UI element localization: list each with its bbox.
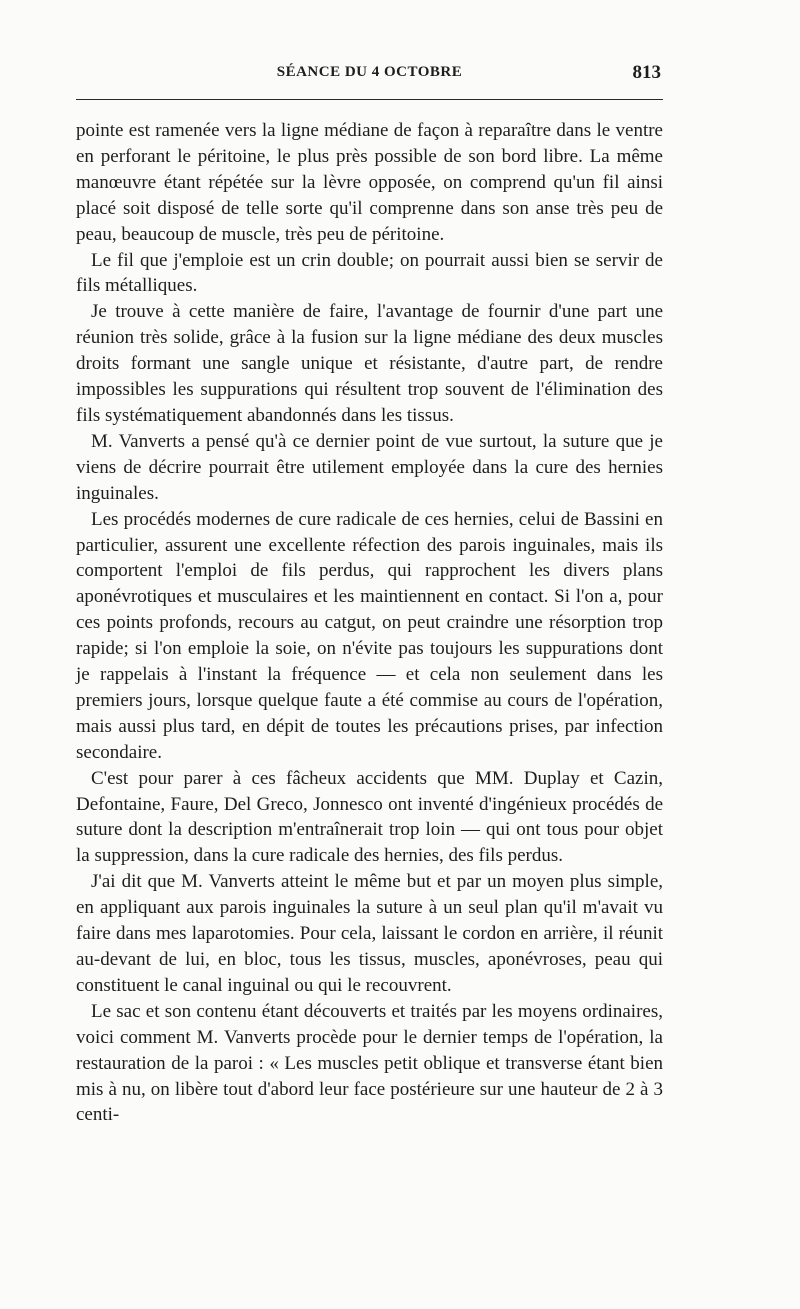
paragraph: Je trouve à cette manière de faire, l'avantage de fournir d'une part une réunion très solide, grâce à la fusion sur la ligne médiane des deux muscles droits formant une sangle unique et résistante, d'autre part, de rendre impossibles les suppurations qui résultent trop souvent de l'élimination des fils systématiquement abandonnés dans les tissus. bbox=[76, 301, 663, 426]
page-number: 813 bbox=[632, 62, 661, 83]
header-rule bbox=[76, 99, 663, 100]
running-title: SÉANCE DU 4 OCTOBRE bbox=[276, 64, 463, 80]
paragraph: M. Vanverts a pensé qu'à ce dernier point de vue surtout, la suture que je viens de décrire pourrait être utilement employée dans la cure des hernies inguinales. bbox=[76, 430, 663, 504]
paragraph: Le sac et son contenu étant découverts et traités par les moyens ordinaires, voici comment M. Vanverts procède pour le dernier temps de l'opération, la restauration de la paroi : « Les muscles petit oblique et transverse étant bien mis à nu, on libère tout d'abord leur face postérieure sur une hauteur de 2 à 3 centi- bbox=[76, 1000, 663, 1126]
paragraph: Le fil que j'emploie est un crin double; on pourrait aussi bien se servir de fils métalliques. bbox=[76, 249, 663, 297]
paragraph: Les procédés modernes de cure radicale de ces hernies, celui de Bassini en particulier, assurent une excellente réfection des parois inguinales, mais ils comportent l'emploi de fils perdus, qui rapprochent les divers plans aponévrotiques et musculaires et les maintiennent en contact. Si l'on a, pour ces points profonds, recours au catgut, on peut craindre une résorption trop rapide; si l'on emploie la soie, on n'évite pas toujours les suppurations dont je rappelais à l'instant la fréquence — et cela non seulement dans les premiers jours, lorsque quelque faute a été commise au cours de l'opération, mais aussi plus tard, en dépit de toutes les précautions prises, par infection secondaire. bbox=[76, 508, 663, 763]
paragraph: C'est pour parer à ces fâcheux accidents que MM. Duplay et Cazin, Defontaine, Faure, Del Greco, Jonnesco ont inventé d'ingénieux procédés de suture dont la description m'entraînerait trop loin — qui ont tous pour objet la suppression, dans la cure radicale des hernies, des fils perdus. bbox=[76, 767, 663, 867]
running-head bbox=[76, 64, 663, 86]
paragraph-continued: pointe est ramenée vers la ligne médiane de façon à reparaître dans le ventre en perforant le péritoine, le plus près possible de son bord libre. La même manœuvre étant répétée sur la lèvre opposée, on comprend qu'un fil ainsi placé soit disposé de telle sorte qu'il comprenne dans son anse très peu de peau, beaucoup de muscle, très peu de péritoine. bbox=[76, 120, 663, 245]
paragraph: J'ai dit que M. Vanverts atteint le même but et par un moyen plus simple, en appliquant aux parois inguinales la suture à un seul plan qu'il m'avait vu faire dans mes laparotomies. Pour cela, laissant le cordon en arrière, il réunit au-devant de lui, en bloc, tous les tissus, muscles, aponévroses, peau qui constituent le canal inguinal ou qui le recouvrent. bbox=[76, 871, 663, 996]
body-text bbox=[76, 118, 663, 1128]
